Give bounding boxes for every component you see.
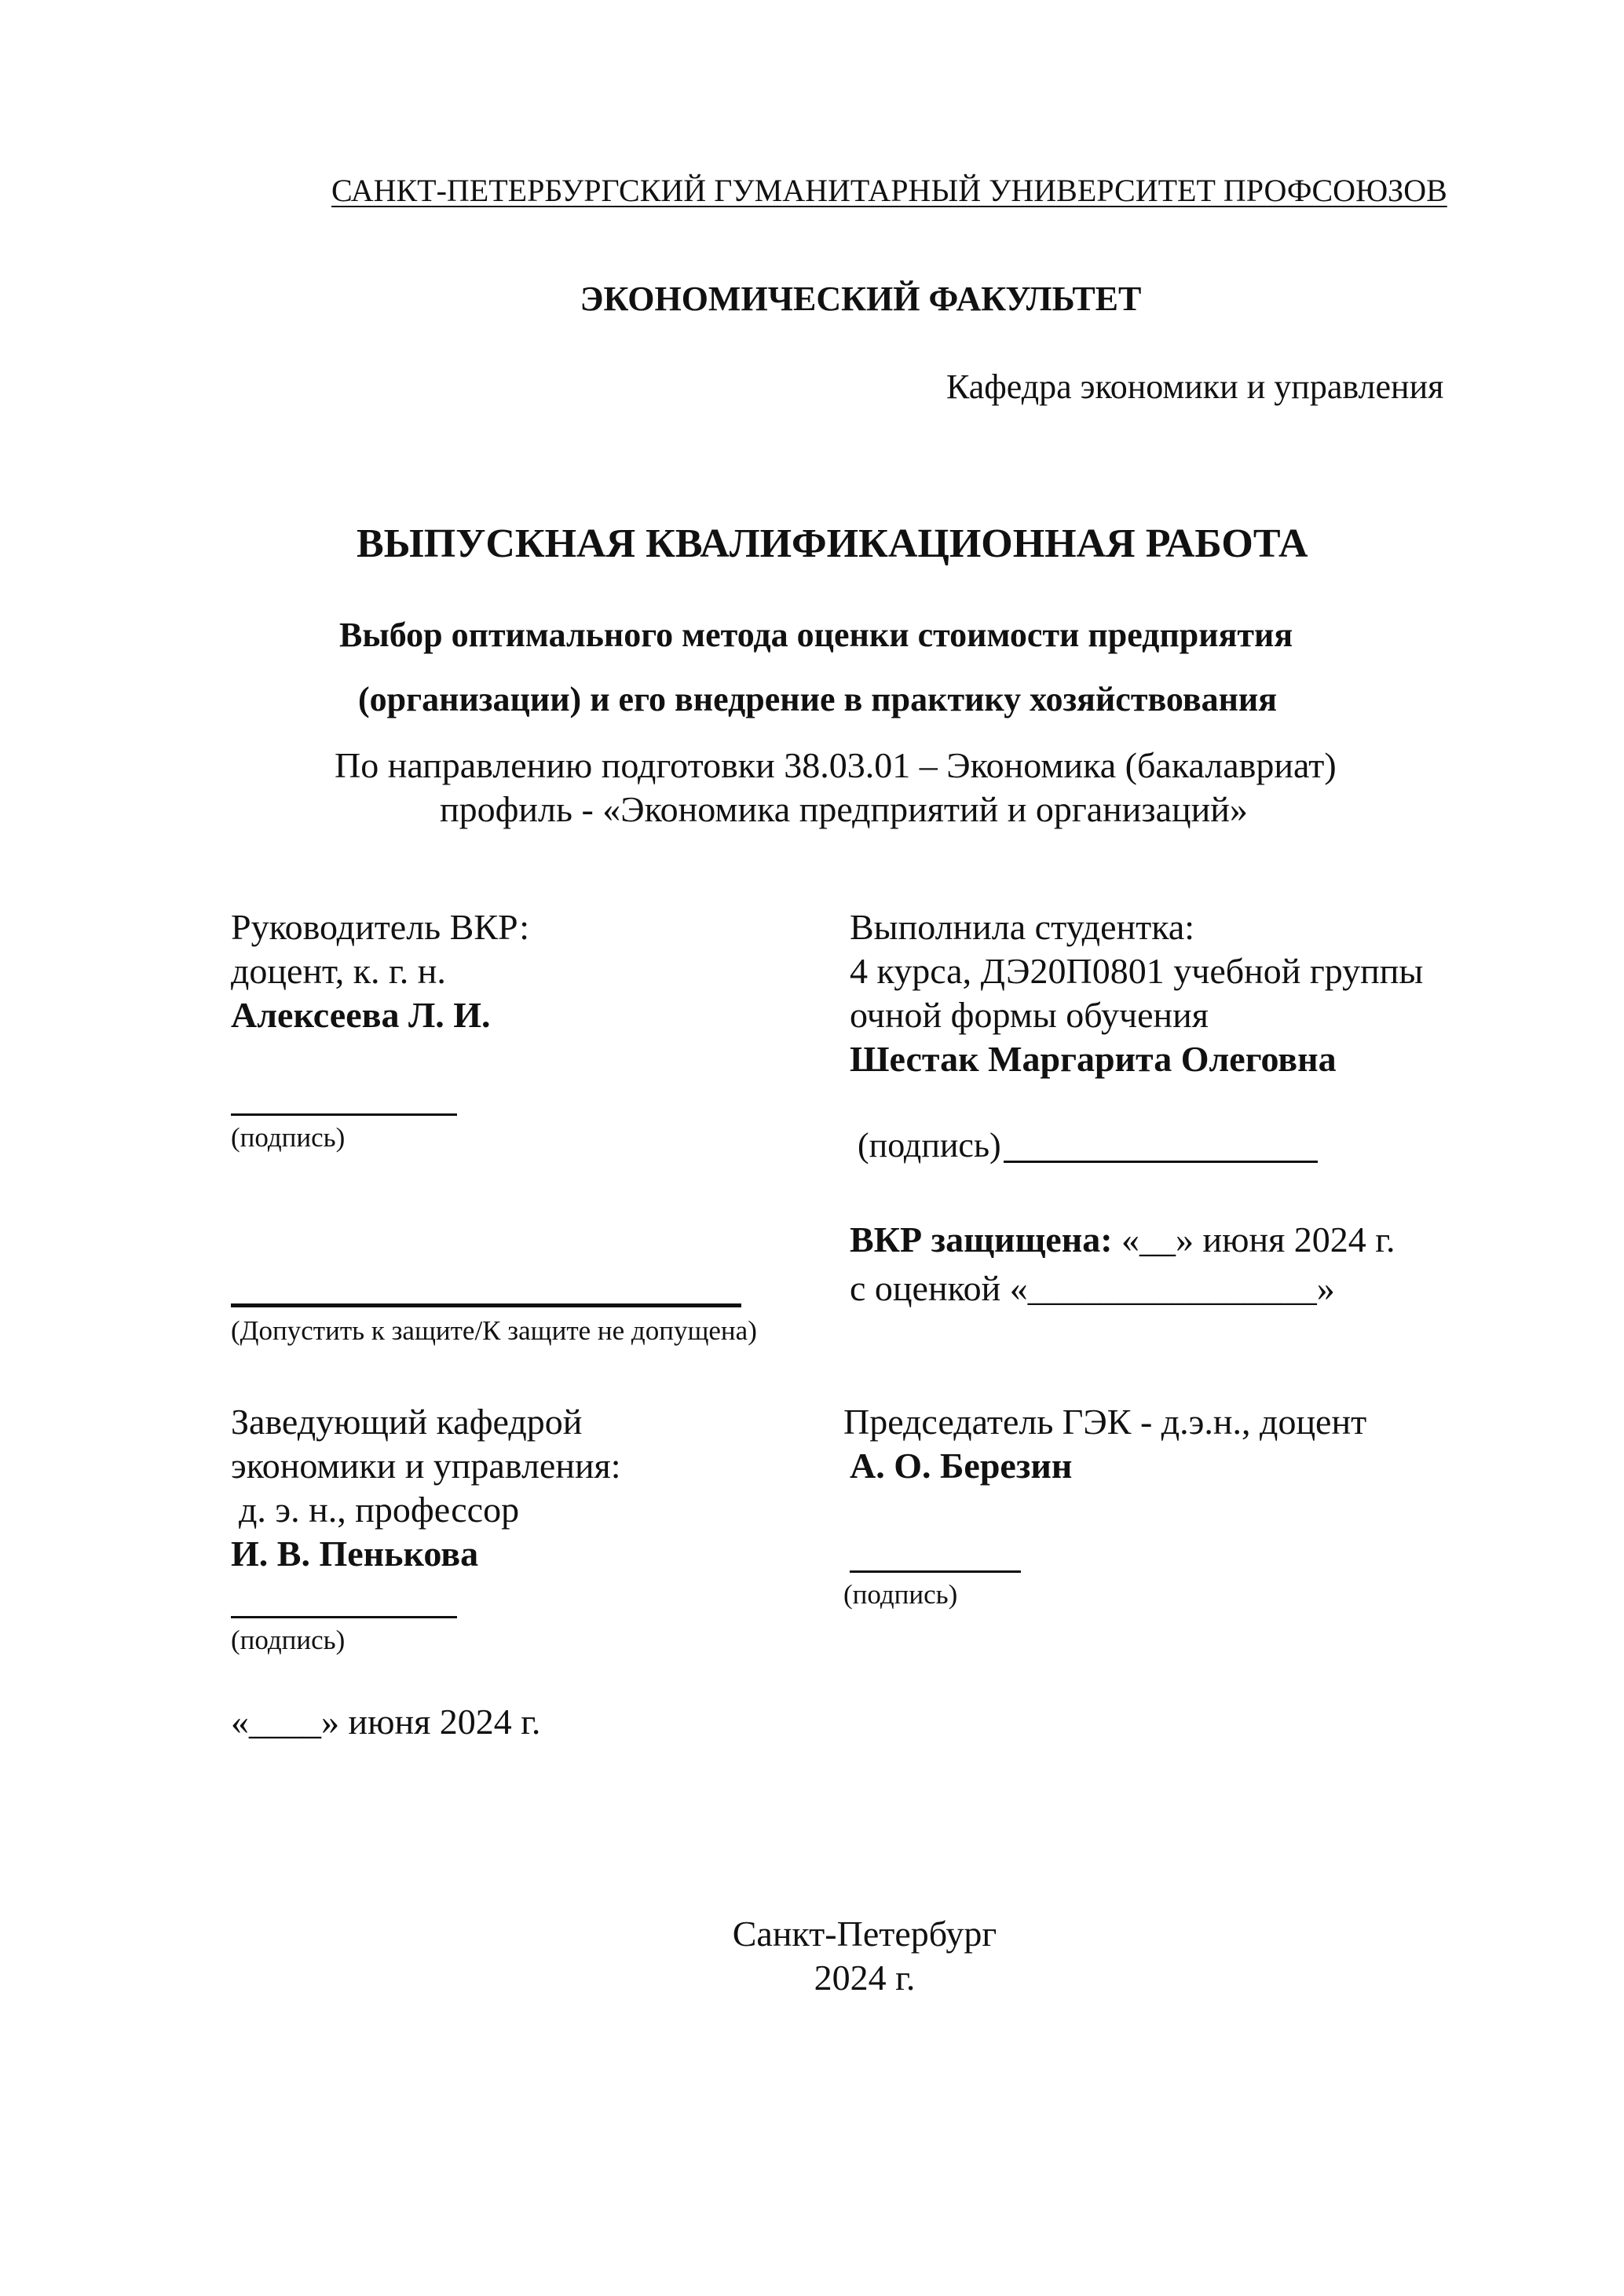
document-type-heading: ВЫПУСКНАЯ КВАЛИФИКАЦИОННАЯ РАБОТА xyxy=(357,521,1308,566)
supervisor-position: доцент, к. г. н. xyxy=(231,951,446,991)
profile-line: профиль - «Экономика предприятий и организаций» xyxy=(440,789,1248,829)
supervisor-signature-caption: (подпись) xyxy=(231,1122,346,1153)
topic-line-1: Выбор оптимального метода оценки стоимости предприятия xyxy=(339,616,1293,654)
student-label: Выполнила студентка: xyxy=(850,907,1195,947)
direction-line: По направлению подготовки 38.03.01 – Экономика (бакалавриат) xyxy=(335,745,1337,785)
faculty-name: ЭКОНОМИЧЕСКИЙ ФАКУЛЬТЕТ xyxy=(580,280,1142,318)
supervisor-name: Алексеева Л. И. xyxy=(231,995,491,1035)
chairman-name: А. О. Березин xyxy=(850,1446,1073,1486)
head-signature-caption: (подпись) xyxy=(231,1625,346,1655)
defense-date: «__» июня 2024 г. xyxy=(1121,1219,1395,1260)
student-signature-line xyxy=(1004,1161,1318,1163)
student-study-form: очной формы обучения xyxy=(850,995,1209,1035)
defense-grade: с оценкой «________________» xyxy=(850,1268,1335,1308)
head-signature-line xyxy=(231,1616,457,1618)
student-name: Шестак Маргарита Олеговна xyxy=(850,1039,1337,1079)
student-course-group: 4 курса, ДЭ20П0801 учебной группы xyxy=(850,951,1424,991)
department-name: Кафедра экономики и управления xyxy=(946,367,1444,406)
head-name: И. В. Пенькова xyxy=(231,1534,479,1574)
head-line-2: экономики и управления: xyxy=(231,1446,621,1486)
footer-year: 2024 г. xyxy=(814,1958,916,1998)
head-line-1: Заведующий кафедрой xyxy=(231,1402,583,1442)
student-signature-caption: (подпись) xyxy=(858,1126,1001,1164)
head-position: д. э. н., профессор xyxy=(239,1490,520,1530)
topic-line-2: (организации) и его внедрение в практику хозяйствования xyxy=(358,680,1278,718)
defense-label: ВКР защищена: xyxy=(850,1219,1113,1260)
supervisor-label: Руководитель ВКР: xyxy=(231,907,530,947)
defense-line xyxy=(850,1217,1395,1263)
chairman-signature-line xyxy=(850,1570,1021,1573)
university-name: САНКТ-ПЕТЕРБУРГСКИЙ ГУМАНИТАРНЫЙ УНИВЕРСИТЕТ ПРОФСОЮЗОВ xyxy=(331,173,1447,208)
footer-city: Санкт-Петербург xyxy=(732,1914,997,1954)
admission-signature-line xyxy=(231,1303,741,1307)
chairman-title: Председатель ГЭК - д.э.н., доцент xyxy=(843,1402,1367,1442)
head-date: «____» июня 2024 г. xyxy=(231,1702,541,1742)
chairman-signature-caption: (подпись) xyxy=(843,1579,958,1610)
supervisor-signature-line xyxy=(231,1113,457,1116)
admission-caption: (Допустить к защите/К защите не допущена) xyxy=(231,1315,757,1346)
